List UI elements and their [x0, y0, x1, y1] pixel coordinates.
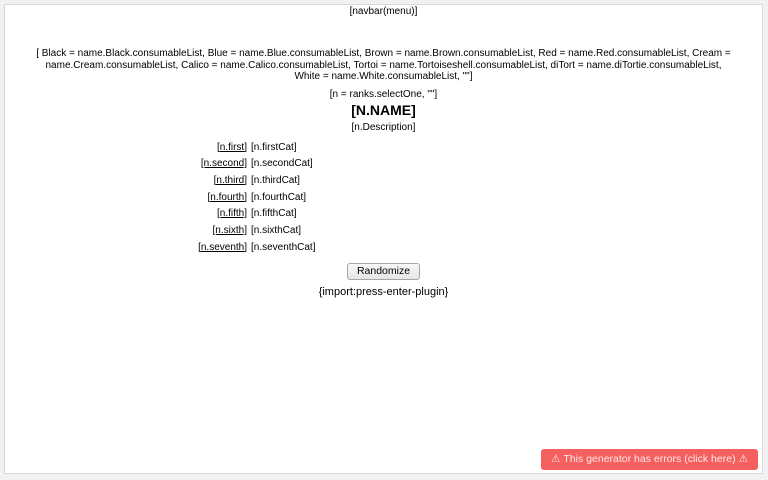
- name-lists-code: [ Black = name.Black.consumableList, Blue = name.Blue.consumableList, Brown = name.Brown.consumableList, Red = name.Red.consumableList, Cream = name.Cream.consumableList, Calico = name.Calico.consumableList, Tortoi = name.Tortoiseshell.consumableList, diTort = name.diTortie.consumableList, White = name.White.consumableList, ""]: [36, 48, 731, 82]
- warning-icon: ⚠: [551, 453, 561, 465]
- generator-output-panel: [4, 4, 763, 474]
- rank-link[interactable]: [n.first]: [216, 141, 247, 153]
- warning-icon: ⚠: [738, 453, 748, 465]
- error-badge-label: This generator has errors (click here): [563, 453, 736, 465]
- import-plugin-line: {import:press-enter-plugin}: [318, 286, 449, 299]
- rank-link[interactable]: [n.third]: [213, 174, 247, 186]
- description-placeholder: [n.Description]: [351, 121, 416, 133]
- rank-link[interactable]: [n.seventh]: [198, 241, 247, 253]
- rank-category: [n.fourthCat]: [251, 191, 307, 203]
- rank-category: [n.thirdCat]: [251, 174, 300, 186]
- randomize-button-row: [5, 261, 762, 280]
- rank-link[interactable]: [n.sixth]: [212, 225, 247, 237]
- rank-select-code: [n = ranks.selectOne, ""]: [329, 88, 438, 100]
- generated-name-heading: [N.NAME]: [351, 101, 416, 118]
- rank-category: [n.firstCat]: [251, 141, 297, 153]
- rank-link[interactable]: [n.second]: [200, 158, 247, 170]
- rank-category: [n.secondCat]: [251, 158, 313, 170]
- rank-link[interactable]: [n.fifth]: [216, 208, 247, 220]
- navbar-placeholder: [navbar(menu)]: [349, 6, 418, 17]
- rank-category: [n.sixthCat]: [251, 225, 302, 237]
- randomize-button[interactable]: Randomize: [347, 263, 420, 280]
- error-badge[interactable]: [541, 449, 758, 470]
- ranking-table: [5, 140, 762, 257]
- rank-category: [n.seventhCat]: [251, 241, 316, 253]
- rank-link[interactable]: [n.fourth]: [207, 191, 247, 203]
- rank-category: [n.fifthCat]: [251, 208, 297, 220]
